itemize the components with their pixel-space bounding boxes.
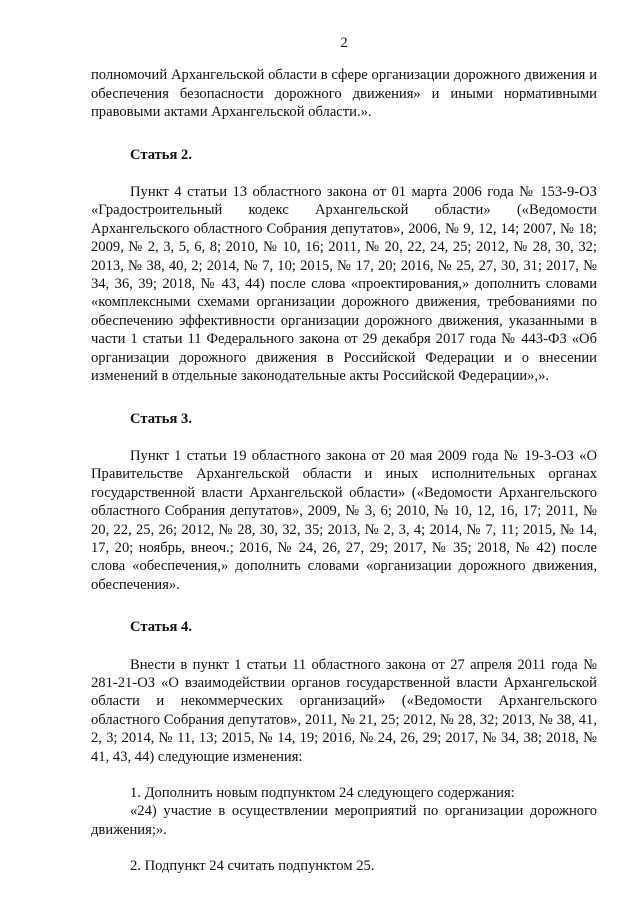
spacer (91, 594, 597, 618)
article-3-heading: Статья 3. (130, 410, 192, 427)
article-4-item-2: 2. Подпункт 24 считать подпунктом 25. (130, 858, 375, 875)
article-2-heading: Статья 2. (130, 146, 192, 163)
article-2-text: Пункт 4 статьи 13 областного закона от 01 марта 2006 года № 153-9-ОЗ «Градостроительный кодекс Архангельской области» («Ведомости Архангельского областного Собрания депутатов», 2006, № 9, 12, 14; 2007, № 18; 2009, № 2, 3, 5, 6, 8; 2010, № 10, 16; 2011, № 20, 22, 24, 25; 2012, № 28, 30, 32; 2013, № 38, 40, 2; 2014, № 7, 10; 2015, № 17, 20; 2016, № 25, 27, 30, 31; 2017, № 34, 36, 39; 2018, № 43, 44) после слова «проектирования,» дополнить словами «комплексными схемами организации дорожного движения, требованиями по обеспечению эффективности организации дорожного движения, указанными в части 1 статьи 11 Федерального закона от 29 декабря 2017 года № 443-ФЗ «Об организации дорожного движения в Российской Федерации и о внесении изменений в отдельные законодательные акты Российской Федерации»,». (91, 184, 597, 385)
page-number: 2 (340, 35, 348, 51)
spacer (91, 839, 597, 857)
intro-paragraph: полномочий Архангельской области в сфере организации дорожного движения и обеспечения безопасности дорожного движения» и иными нормативными правовыми актами Архангельской области.». (91, 67, 597, 121)
article-4-heading: Статья 4. (130, 619, 192, 636)
spacer (91, 386, 597, 410)
article-4-item-1-quote: «24) участие в осуществлении мероприятий по организации дорожного движения;». (91, 803, 597, 838)
spacer (91, 637, 597, 656)
document-page (91, 34, 597, 876)
spacer (91, 164, 597, 183)
spacer (91, 428, 597, 447)
article-3-text: Пункт 1 статьи 19 областного закона от 20 мая 2009 года № 19-3-ОЗ «О Правительстве Архангельской области и иных исполнительных органах государственной власти Архангельской области» («Ведомости Архангельского областного Собрания депутатов», 2009, № 3, 6; 2010, № 10, 12, 16, 17; 2011, № 20, 22, 25, 26; 2012, № 28, 30, 32, 35; 2013, № 2, 3, 4; 2014, № 7, 11; 2015, № 14, 17, 20; ноябрь, внеоч.; 2016, № 24, 26, 27, 29; 2017, № 35; 2018, № 42) после слова «обеспечения,» дополнить словами «организации дорожного движения, обеспечения». (91, 447, 597, 593)
spacer (91, 122, 597, 146)
article-4-item-1: 1. Дополнить новым подпунктом 24 следующего содержания: (130, 785, 515, 801)
article-4-text: Внести в пункт 1 статьи 11 областного закона от 27 апреля 2011 года № 281-21-ОЗ «О взаимодействии органов государственной власти Архангельской области и некоммерческих организаций» («Ведомости Архангельского областного Собрания депутатов», 2011, № 21, 25; 2012, № 28, 32; 2013, № 38, 41, 2, 3; 2014, № 11, 13; 2015, № 14, 19; 2016, № 24, 26, 29; 2017, № 34, 38; 2018, № 41, 43, 44) следующие изменения: (91, 656, 597, 765)
spacer (91, 766, 597, 784)
